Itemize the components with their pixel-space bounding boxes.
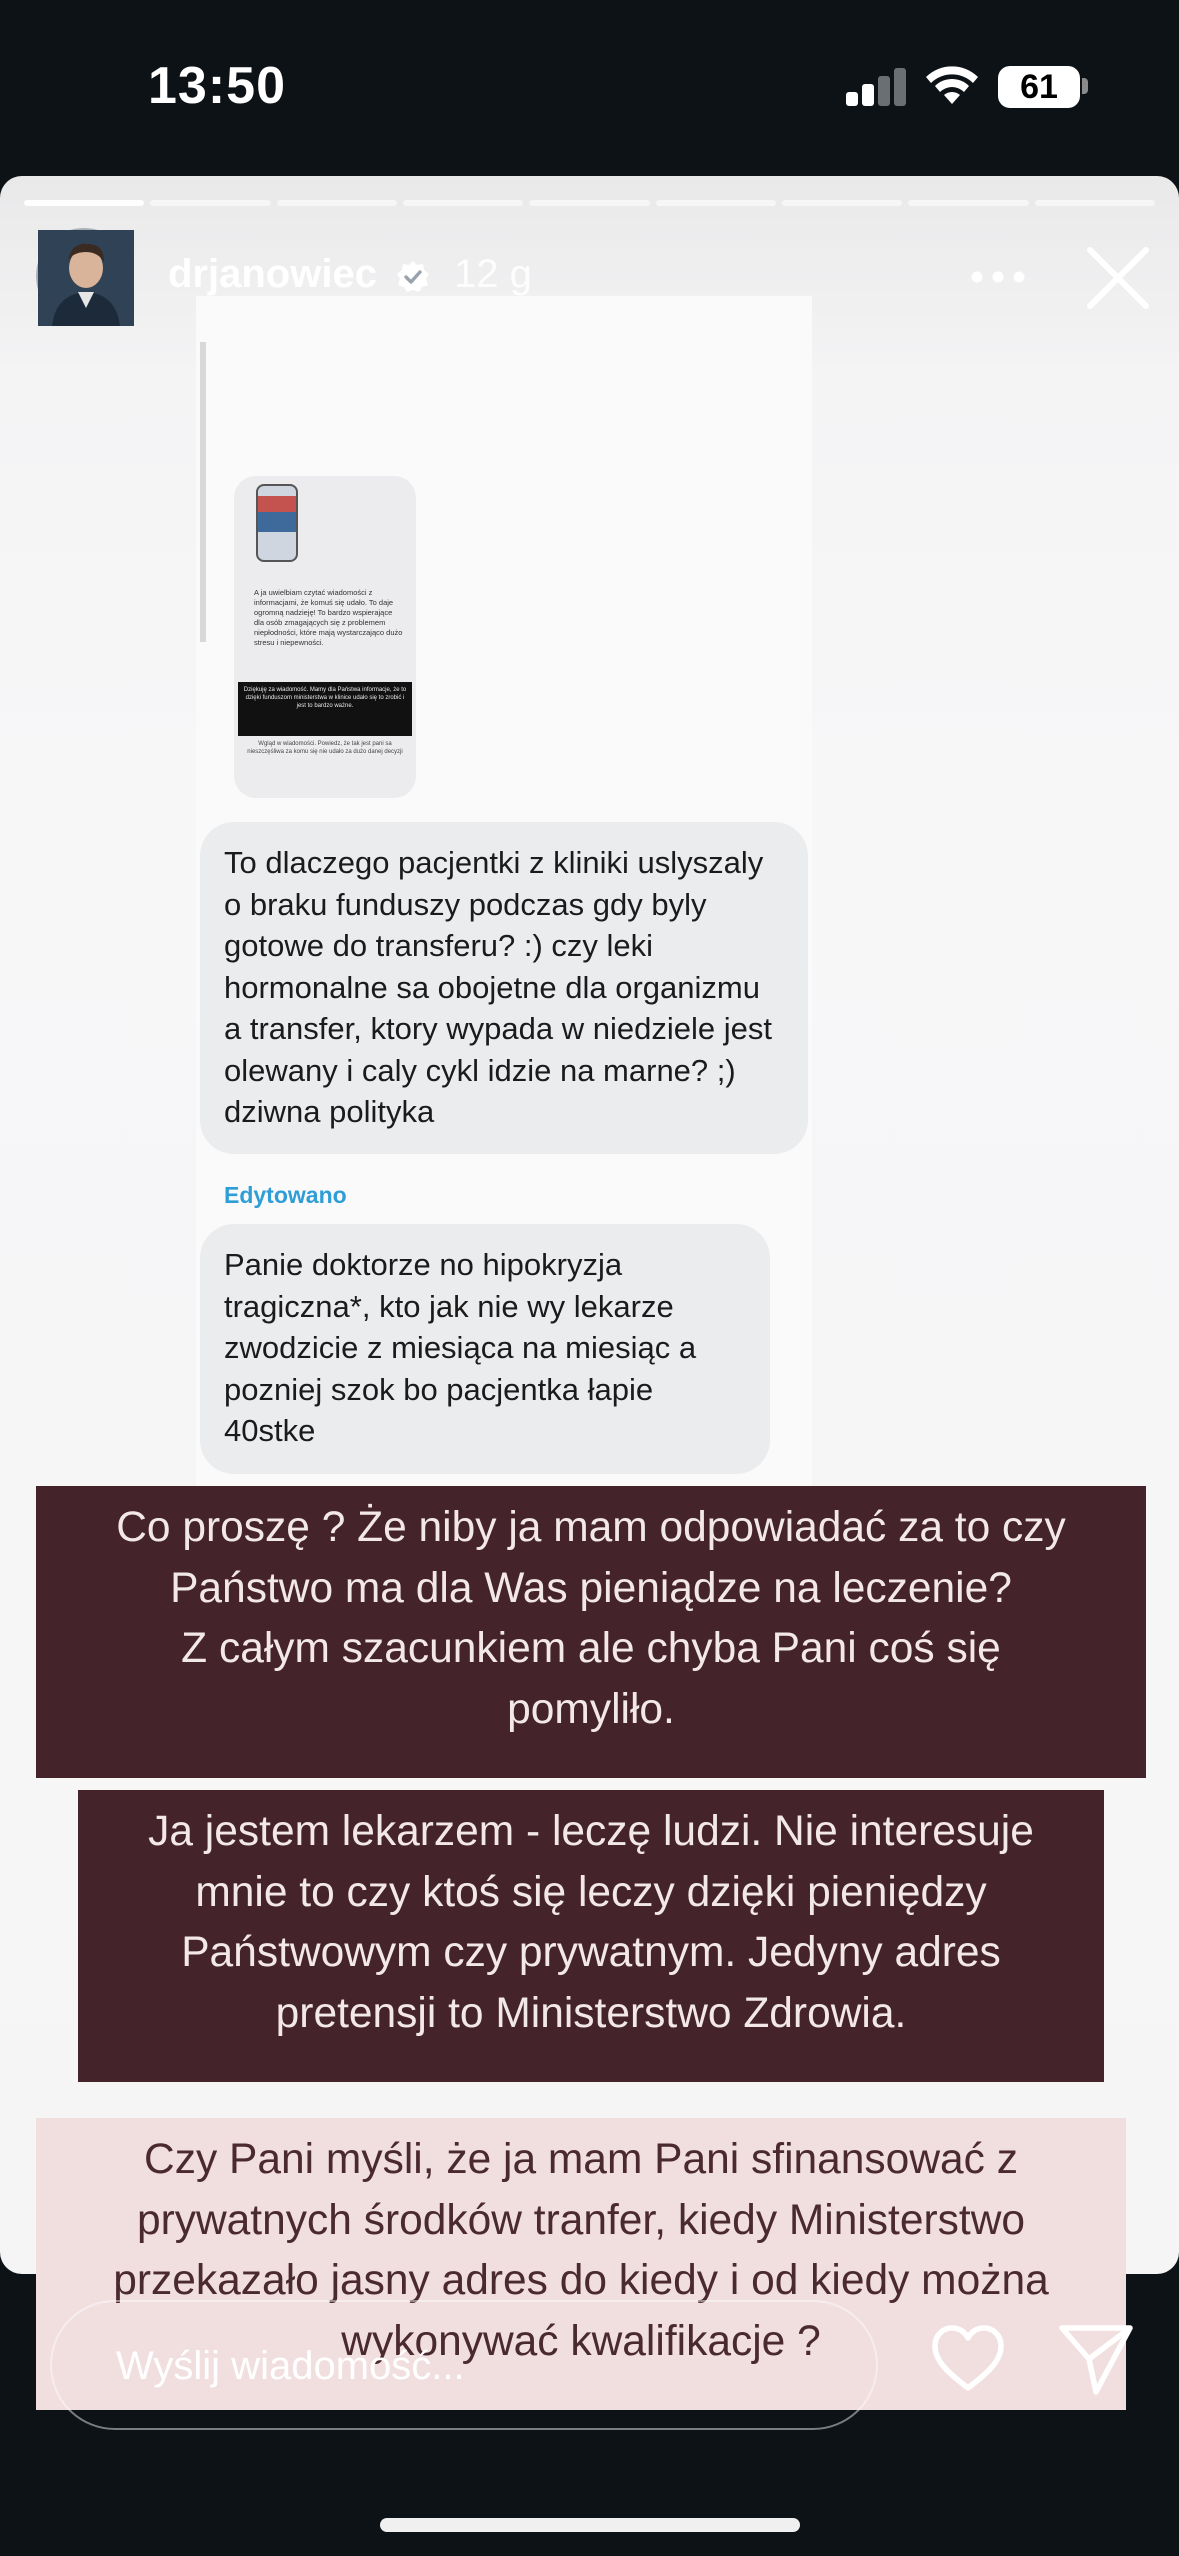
- status-time: 13:50: [148, 57, 286, 115]
- overlay-line: Państwo ma dla Was pieniądze na leczenie?: [170, 1564, 1012, 1612]
- message-bubble: To dlaczego pacjentki z kliniki uslyszaly o braku funduszy podczas gdy byly gotowe do transferu? :) czy leki hormonalne sa obojetne dla organizmu a transfer, ktory wypada w niedziele jest olewany i caly cykl idzie na marne? ;) dziwna polityka: [200, 822, 808, 1154]
- thumbnail-footer-text: Wgląd w wiadomości. Powiedz, że tak jest pani sa nieszczęśliwa za komu się nie udało za dużo danej decyzji: [247, 741, 403, 755]
- story-card[interactable]: [0, 176, 1179, 2365]
- story-progress-segment: [24, 200, 144, 206]
- story-progress-segment: [908, 200, 1028, 206]
- verified-icon: [396, 260, 430, 294]
- story-time-ago: 12 g: [454, 252, 532, 296]
- overlay-line: pretensji to Ministerstwo Zdrowia.: [275, 1989, 907, 2037]
- overlay-line: Czy Pani myśli, że ja mam Pani sfinansować z: [144, 2136, 1018, 2183]
- message-bubble: Panie doktorze no hipokryzja tragiczna*, kto jak nie wy lekarze zwodzicie z miesiąca na miesiąc a pozniej szok bo pacjentka łapie 40stke: [200, 1224, 770, 1474]
- story-username[interactable]: drjanowiec: [168, 252, 377, 296]
- avatar-image: [38, 230, 134, 326]
- overlay-line: Ja jestem lekarzem - leczę ludzi. Nie interesuje: [148, 1808, 1034, 1855]
- wifi-icon: [924, 62, 980, 106]
- screenshot-divider: [200, 342, 206, 642]
- close-icon[interactable]: [1084, 244, 1152, 312]
- thumbnail-phone-image: [256, 484, 298, 562]
- story-progress-segment: [277, 200, 397, 206]
- battery-icon: [998, 66, 1080, 108]
- thumbnail-dark-box: [238, 682, 412, 736]
- overlay-line: Co proszę ? Że niby ja mam odpowiadać za to czy: [116, 1504, 1066, 1551]
- text-overlay-2: [78, 1790, 1104, 2082]
- story-progress-segment: [529, 200, 649, 206]
- overlay-line: Państwowym czy prywatnym. Jedyny adres: [181, 1929, 1001, 1976]
- edited-label: Edytowano: [224, 1182, 347, 1208]
- reply-placeholder: Wyślij wiadomość...: [116, 2344, 465, 2388]
- story-progress-segment: [1035, 200, 1155, 206]
- shared-image-message: [234, 476, 416, 798]
- story-progress: [24, 200, 1155, 206]
- overlay-line: mnie to czy ktoś się leczy dzięki pieniędzy: [195, 1868, 987, 1916]
- avatar[interactable]: [36, 228, 132, 324]
- heart-icon[interactable]: [930, 2324, 1006, 2394]
- battery-cap: [1082, 78, 1088, 94]
- story-progress-segment: [656, 200, 776, 206]
- text-overlay-1: [36, 1486, 1146, 1778]
- more-icon[interactable]: [970, 270, 1026, 284]
- story-progress-segment: [150, 200, 270, 206]
- thumbnail-dark-text: Dziękuję za wiadomość. Mamy dla Państwa informacje, że to dzięki funduszom ministerstwa w klinice udało się to zrobić i jest to bardzo ważne.: [243, 687, 407, 709]
- battery-level: 61: [1020, 68, 1058, 106]
- home-indicator: [380, 2518, 800, 2532]
- overlay-line: Z całym szacunkiem ale chyba Pani coś się: [181, 1625, 1001, 1672]
- overlay-line: wykonywać kwalifikacje ?: [341, 2317, 821, 2365]
- signal-icon: [846, 66, 906, 106]
- send-icon[interactable]: [1058, 2322, 1134, 2396]
- story-progress-segment: [403, 200, 523, 206]
- overlay-line: przekazało jasny adres do kiedy i od kiedy można: [113, 2257, 1049, 2304]
- story-progress-segment: [782, 200, 902, 206]
- status-bar: [0, 0, 1179, 170]
- overlay-line: prywatnych środków tranfer, kiedy Ministerstwo: [136, 2196, 1026, 2244]
- overlay-line: pomyliło.: [507, 1685, 675, 1733]
- thumbnail-text: A ja uwielbiam czytać wiadomości z informacjami, że komuś się udało. To daje ogromną nadzieję! To bardzo wspierające dla osób zmagających się z problemem niepłodności, które mają wystarczająco dużo stresu i niepewności.: [254, 588, 403, 647]
- reply-input[interactable]: [50, 2300, 878, 2430]
